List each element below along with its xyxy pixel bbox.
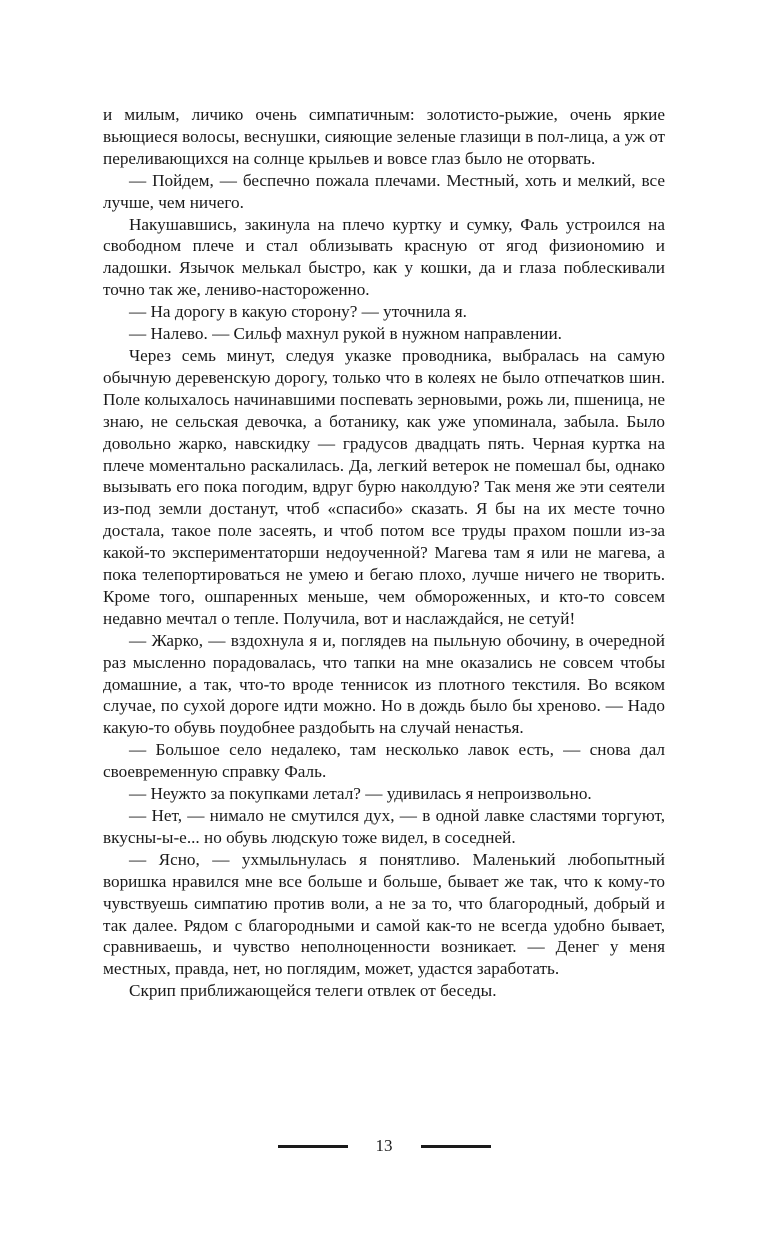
paragraph: — Нет, — нимало не смутился дух, — в одной лавке сластями торгуют, вкусны-ы-е... но обувь людскую тоже видел, в соседней. <box>103 806 665 847</box>
paragraph: Скрип приближающейся телеги отвлек от беседы. <box>129 981 497 1001</box>
paragraph: Через семь минут, следуя указке проводника, выбралась на самую обычную деревенскую дорогу, только что в колеях не было отпечатков шин. Поле колыхалось начинавшими поспевать зерновыми, рожь ли, пшеница, не знаю, не сельская девочка, а ботанику, как уже упоминала, забыла. Было довольно жарко, навскидку — градусов двадцать пять. Черная куртка на плече моментально раскалилась. Да, легкий ветерок не помешал бы, однако вызывать его пока погодим, вдруг бурю наколдую? Так меня же эти сеятели из-под земли достанут, чтоб «спасибо» сказать. Я бы на их месте точно достала, такое поле засеять, и чтоб потом все труды прахом пошли из-за какой-то экспериментаторши недоученной? Магева там я или не магева, а пока телепортироваться не умею и бегаю плохо, лучше ничего не творить. Кроме того, ошпаренных меньше, чем обмороженных, и кто-то совсем недавно мечтал о тепле. Получила, вот и наслаждайся, не сетуй! <box>103 345 665 628</box>
paragraph: Накушавшись, закинула на плечо куртку и сумку, Фаль устроился на свободном плече и стал облизывать красную от ягод физиономию и ладошки. Язычок мелькал быстро, как у кошки, да и глаза поблескивали точно так же, лениво-настороженно. <box>103 214 665 300</box>
paragraph: — Пойдем, — беспечно пожала плечами. Местный, хоть и мелкий, все лучше, чем ничего. <box>103 170 665 212</box>
paragraph: — Ясно, — ухмыльнулась я понятливо. Маленький любопытный воришка нравился мне все больше и больше, бывает же так, что к кому-то чувствуешь симпатию против воли, а не за то, что благородный, добрый и так далее. Рядом с благородными и самой как-то не всегда удобно бывает, сравниваешь, и чувство неполноценности возникает. — Денег у меня местных, правда, нет, но поглядим, может, удастся заработать. <box>103 849 665 979</box>
paragraph: — Налево. — Сильф махнул рукой в нужном направлении. <box>129 324 562 344</box>
paragraph: — Большое село недалеко, там несколько лавок есть, — снова дал своевременную справку Фаль. <box>103 740 665 782</box>
page-footer <box>0 1136 768 1156</box>
paragraph: — На дорогу в какую сторону? — уточнила я. <box>129 302 467 322</box>
page-body <box>103 104 665 1002</box>
paragraph: — Неужто за покупками летал? — удивилась я непроизвольно. <box>129 784 592 804</box>
footer-rule-left <box>278 1145 348 1148</box>
paragraph: — Жарко, — вздохнула я и, поглядев на пыльную обочину, в очередной раз мысленно порадовалась, что тапки на мне оказались не совсем чтобы домашние, а так, что-то вроде теннисок из плотного текстиля. Во всяком случае, по сухой дороге идти можно. Но в дождь было бы хреново. — Надо какую-то обувь поудобнее раздобыть на случай ненастья. <box>103 630 665 738</box>
page-number: 13 <box>375 1136 393 1155</box>
footer-rule-right <box>421 1145 491 1148</box>
paragraph: и милым, личико очень симпатичным: золотисто-рыжие, очень яркие вьющиеся волосы, веснушки, сияющие зеленые глазищи в пол-лица, а уж от переливающихся на солнце крыльев и вовсе глаз было не оторвать. <box>103 105 665 168</box>
